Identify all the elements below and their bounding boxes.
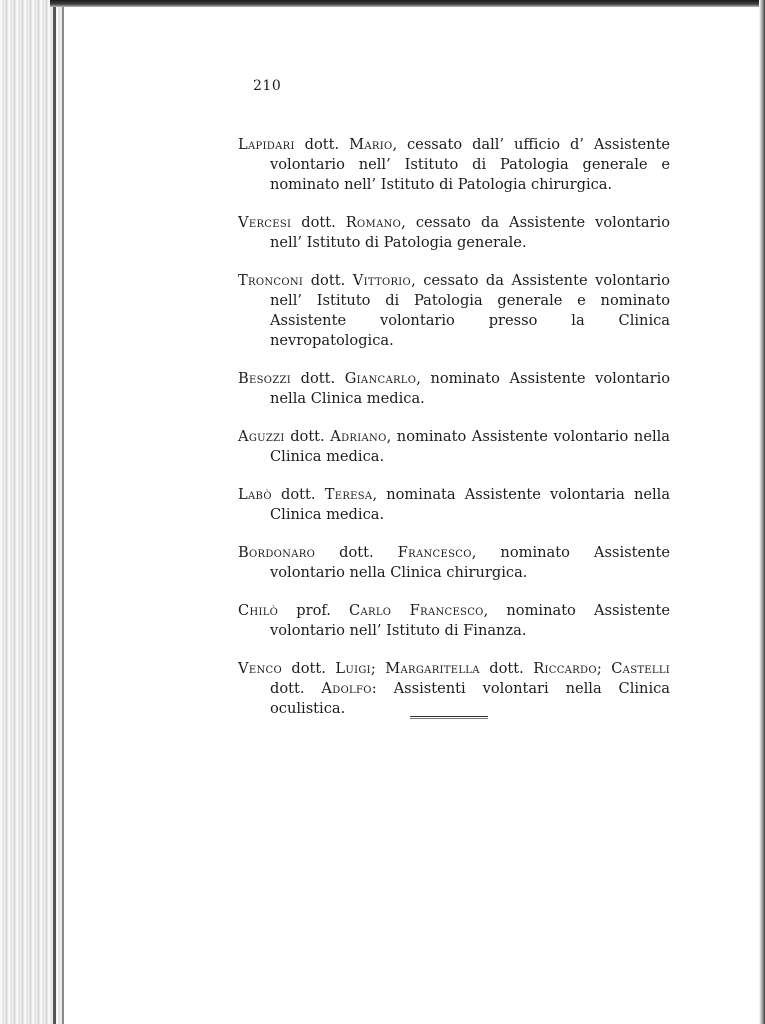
entry-title: dott.	[301, 213, 336, 231]
entry-title: dott.	[339, 543, 374, 561]
entry-given-name: Romano	[345, 213, 402, 231]
entry-text: , cessato da Assistente volontario nell’ Istituto di Patologia generale e nominato Assistente volontario presso la Clinica nevropatologica.	[270, 271, 670, 349]
entry-surname: Labò	[238, 485, 272, 503]
book-binding-edge	[0, 0, 64, 1024]
entry-text: : Assistenti volontari nella Clinica oculistica.	[270, 679, 670, 717]
entry-surname: Margaritella	[385, 659, 480, 677]
entry-title: dott.	[290, 427, 325, 445]
entry-chilo	[238, 601, 670, 641]
page-top-edge	[50, 0, 765, 7]
entry-text: , nominato Assistente volontario nell’ Istituto di Finanza.	[270, 601, 671, 639]
entry-given-name: Luigi	[335, 659, 371, 677]
entry-surname: Tronconi	[238, 271, 304, 289]
entry-title: dott.	[310, 271, 346, 289]
entry-given-name: Carlo Francesco	[349, 601, 484, 619]
entry-text: , cessato da Assistente volontario nell’ Istituto di Patologia generale.	[270, 213, 670, 251]
entry-surname: Besozzi	[238, 369, 292, 387]
entry-surname: Lapidari	[238, 135, 295, 153]
entry-given-name: Francesco	[397, 543, 472, 561]
entry-given-name: Mario	[349, 135, 393, 153]
entry-surname: Vercesi	[238, 213, 292, 231]
entry-labo	[238, 485, 670, 525]
entry-besozzi	[238, 369, 670, 409]
entry-title: dott.	[281, 485, 316, 503]
entry-text: , nominata Assistente volontaria nella Clinica medica.	[270, 485, 671, 523]
page-number: 210	[253, 78, 282, 94]
entry-text: , cessato dall’ ufficio d’ Assistente volontario nell’ Istituto di Patologia generale e nominato nell’ Istituto di Patologia chirurgica.	[270, 135, 671, 193]
entry-given-name: Riccardo	[533, 659, 597, 677]
entry-title: dott.	[489, 659, 524, 677]
entry-title: dott.	[291, 659, 326, 677]
entry-given-name: Adolfo	[321, 679, 372, 697]
entry-text: , nominato Assistente volontario nella Clinica medica.	[270, 427, 670, 465]
entry-given-name: Vittorio	[352, 271, 412, 289]
entry-given-name: Giancarlo	[344, 369, 417, 387]
closing-rule	[410, 716, 488, 719]
entry-surname: Bordonaro	[238, 543, 316, 561]
entry-surname: Castelli	[611, 659, 671, 677]
entry-title: prof.	[296, 601, 331, 619]
page-right-edge	[759, 0, 765, 1024]
entry-separator: ;	[596, 659, 612, 677]
entry-separator: ;	[370, 659, 386, 677]
entry-tronconi	[238, 271, 670, 351]
entry-aguzzi	[238, 427, 670, 467]
entry-text: , nominato Assistente volontario nella Clinica medica.	[270, 369, 671, 407]
entry-surname: Venco	[238, 659, 282, 677]
entry-title: dott.	[304, 135, 340, 153]
entry-surname: Aguzzi	[238, 427, 285, 445]
entry-given-name: Adriano	[330, 427, 387, 445]
entry-text: , nominato Assistente volontario nella Clinica chirurgica.	[270, 543, 671, 581]
entry-bordonaro	[238, 543, 670, 583]
entry-lapidari	[238, 135, 670, 195]
entry-venco-margaritella-castelli	[238, 659, 670, 719]
entry-title: dott.	[300, 369, 336, 387]
entry-title: dott.	[270, 679, 305, 697]
entry-vercesi	[238, 213, 670, 253]
appointments-list	[238, 120, 670, 737]
entry-surname: Chilò	[238, 601, 279, 619]
entry-given-name: Teresa	[324, 485, 373, 503]
